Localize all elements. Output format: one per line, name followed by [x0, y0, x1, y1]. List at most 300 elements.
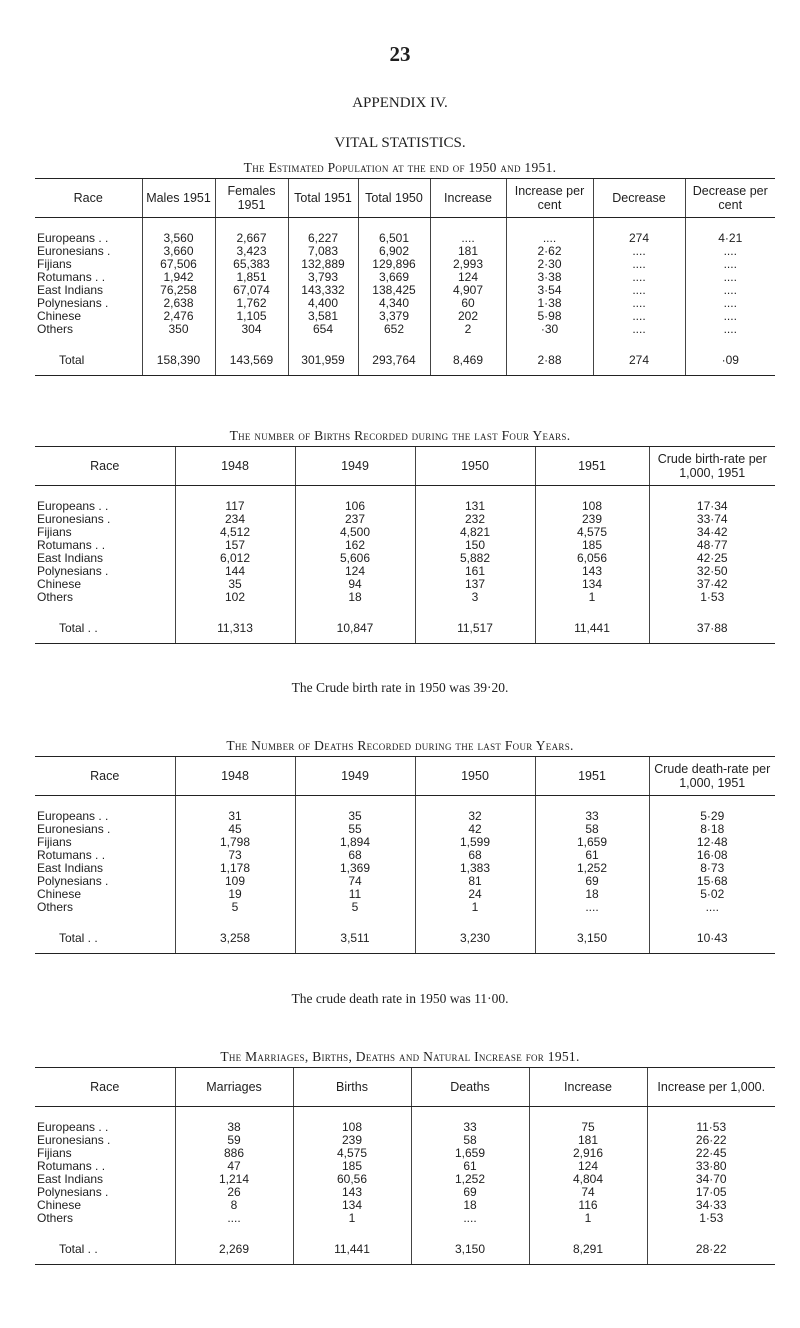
race-label: Polynesians . — [37, 564, 109, 578]
table-cell: 68 — [415, 849, 535, 862]
table-cell: 116 — [529, 1199, 647, 1212]
table-cell: 4,804 — [529, 1173, 647, 1186]
table-row — [35, 486, 775, 514]
table-row — [35, 1186, 775, 1199]
table-cell: 143 — [293, 1186, 411, 1199]
table-cell: 350 — [142, 323, 215, 342]
column-header: Increase per cent — [506, 179, 593, 218]
table-cell: 654 — [288, 323, 358, 342]
race-label: Chinese — [37, 887, 82, 901]
death-rate-note: The crude death rate in 1950 was 11·00. — [291, 991, 509, 1006]
table-cell: .... — [411, 1212, 529, 1231]
table-cell: 6,012 — [175, 552, 295, 565]
table-cell: 144 — [175, 565, 295, 578]
table-cell: 2,667 — [215, 218, 288, 246]
table-cell: 32·50 — [649, 565, 775, 578]
table-cell: .... — [593, 245, 685, 258]
table-cell: 132,889 — [288, 258, 358, 271]
race-label: East Indians — [37, 1172, 104, 1186]
column-header: 1950 — [415, 757, 535, 796]
table-cell: 34·33 — [647, 1199, 775, 1212]
table-cell: 886 — [175, 1147, 293, 1160]
table-cell: 34·42 — [649, 526, 775, 539]
table-cell: 74 — [295, 875, 415, 888]
table-cell: 11 — [295, 888, 415, 901]
table-cell: 1,894 — [295, 836, 415, 849]
table-cell: .... — [593, 258, 685, 271]
table-cell: 2,993 — [430, 258, 506, 271]
table-cell: 232 — [415, 513, 535, 526]
column-header: Decrease per cent — [685, 179, 775, 218]
table-cell: 33 — [411, 1107, 529, 1135]
column-header: Race — [35, 1068, 175, 1107]
table-cell: 42·25 — [649, 552, 775, 565]
table-cell: 3,379 — [358, 310, 430, 323]
table-cell: 15·68 — [649, 875, 775, 888]
table-cell: 1 — [529, 1212, 647, 1231]
table-cell: 1,383 — [415, 862, 535, 875]
total-cell: 2,269 — [175, 1231, 293, 1265]
table-cell: 18 — [535, 888, 649, 901]
table-cell: .... — [685, 310, 775, 323]
table-row — [35, 591, 775, 610]
race-label: East Indians — [37, 861, 104, 875]
table-cell: 8 — [175, 1199, 293, 1212]
table-cell: 18 — [295, 591, 415, 610]
table-row — [35, 218, 775, 246]
table-cell: .... — [593, 297, 685, 310]
births-table — [35, 446, 775, 644]
table-cell: 5·02 — [649, 888, 775, 901]
column-header: Total 1951 — [288, 179, 358, 218]
race-label: Chinese — [37, 1198, 82, 1212]
table-cell: 73 — [175, 849, 295, 862]
table-cell: 202 — [430, 310, 506, 323]
total-label: Total . . — [35, 610, 175, 644]
table-cell: .... — [685, 284, 775, 297]
table-cell: .... — [685, 271, 775, 284]
table-row — [35, 1173, 775, 1186]
table-cell: 1·53 — [647, 1212, 775, 1231]
table-row — [35, 310, 775, 323]
table-cell: .... — [506, 218, 593, 246]
total-cell: 158,390 — [142, 342, 215, 376]
table-cell: 69 — [535, 875, 649, 888]
table-row — [35, 526, 775, 539]
table-cell: 239 — [535, 513, 649, 526]
table-row — [35, 565, 775, 578]
table-cell: 3,793 — [288, 271, 358, 284]
natural-increase-table-title: The Marriages, Births, Deaths and Natural Increase for 1951. — [220, 1049, 580, 1064]
table-cell: 1,659 — [411, 1147, 529, 1160]
table-cell: 1,851 — [215, 271, 288, 284]
table-cell: 2,638 — [142, 297, 215, 310]
table-cell: 35 — [295, 796, 415, 824]
total-cell: 11,441 — [293, 1231, 411, 1265]
column-header: 1950 — [415, 447, 535, 486]
table-cell: 161 — [415, 565, 535, 578]
table-cell: 24 — [415, 888, 535, 901]
table-cell: 67,506 — [142, 258, 215, 271]
table-cell: 5,606 — [295, 552, 415, 565]
table-cell: 11·53 — [647, 1107, 775, 1135]
table-row — [35, 1160, 775, 1173]
total-cell: 274 — [593, 342, 685, 376]
total-cell: 293,764 — [358, 342, 430, 376]
total-cell: 3,258 — [175, 920, 295, 954]
total-label: Total . . — [35, 920, 175, 954]
table-cell: 16·08 — [649, 849, 775, 862]
table-cell: 3,669 — [358, 271, 430, 284]
table-cell: 4,907 — [430, 284, 506, 297]
table-cell: 108 — [293, 1107, 411, 1135]
total-cell: ·09 — [685, 342, 775, 376]
table-cell: 3,423 — [215, 245, 288, 258]
table-row — [35, 539, 775, 552]
race-label: Fijians — [37, 257, 72, 271]
table-row — [35, 875, 775, 888]
table-cell: 1,214 — [175, 1173, 293, 1186]
column-header: Increase — [529, 1068, 647, 1107]
table-cell: .... — [593, 323, 685, 342]
table-cell: 31 — [175, 796, 295, 824]
table-row — [35, 1199, 775, 1212]
table-cell: 3,660 — [142, 245, 215, 258]
table-row — [35, 836, 775, 849]
table-cell: 3,581 — [288, 310, 358, 323]
column-header: Crude death-rate per 1,000, 1951 — [649, 757, 775, 796]
table-row — [35, 888, 775, 901]
table-cell: 81 — [415, 875, 535, 888]
table-cell: 34·70 — [647, 1173, 775, 1186]
column-header: Total 1950 — [358, 179, 430, 218]
column-header: Marriages — [175, 1068, 293, 1107]
table-cell: 181 — [430, 245, 506, 258]
table-cell: 4,821 — [415, 526, 535, 539]
race-label: Europeans . . — [37, 1120, 109, 1134]
table-cell: 108 — [535, 486, 649, 514]
race-label: Rotumans . . — [37, 848, 106, 862]
total-row — [35, 342, 775, 376]
table-cell: 74 — [529, 1186, 647, 1199]
race-label: Chinese — [37, 309, 82, 323]
table-cell: 106 — [295, 486, 415, 514]
table-row — [35, 1107, 775, 1135]
table-row — [35, 578, 775, 591]
table-cell: 61 — [411, 1160, 529, 1173]
table-cell: 2·62 — [506, 245, 593, 258]
table-cell: 1,252 — [411, 1173, 529, 1186]
table-cell: .... — [685, 258, 775, 271]
table-cell: 4,400 — [288, 297, 358, 310]
table-cell: 162 — [295, 539, 415, 552]
table-cell: 5 — [295, 901, 415, 920]
table-cell: .... — [593, 310, 685, 323]
table-cell: 33·74 — [649, 513, 775, 526]
table-row — [35, 849, 775, 862]
table-cell: 1,942 — [142, 271, 215, 284]
births-table-title: The number of Births Recorded during the last Four Years. — [229, 428, 571, 443]
table-cell: 5·29 — [649, 796, 775, 824]
table-cell: .... — [535, 901, 649, 920]
race-label: Others — [37, 322, 74, 336]
table-cell: 1,659 — [535, 836, 649, 849]
total-cell: 143,569 — [215, 342, 288, 376]
table-cell: 19 — [175, 888, 295, 901]
race-label: East Indians — [37, 283, 104, 297]
total-cell: 28·22 — [647, 1231, 775, 1265]
table-cell: 157 — [175, 539, 295, 552]
total-cell: 11,313 — [175, 610, 295, 644]
table-cell: 65,383 — [215, 258, 288, 271]
race-label: Others — [37, 900, 74, 914]
table-cell: 1,105 — [215, 310, 288, 323]
table-cell: 8·73 — [649, 862, 775, 875]
column-header: Crude birth-rate per 1,000, 1951 — [649, 447, 775, 486]
total-cell: 10,847 — [295, 610, 415, 644]
birth-rate-note: The Crude birth rate in 1950 was 39·20. — [291, 680, 509, 695]
page-number: 23 — [389, 42, 411, 66]
table-cell: 7,083 — [288, 245, 358, 258]
table-cell: 1 — [293, 1212, 411, 1231]
total-cell: 11,441 — [535, 610, 649, 644]
table-cell: 2 — [430, 323, 506, 342]
race-label: East Indians — [37, 551, 104, 565]
total-cell: 37·88 — [649, 610, 775, 644]
appendix-title: APPENDIX IV. — [352, 95, 448, 111]
table-cell: 61 — [535, 849, 649, 862]
table-cell: 1·38 — [506, 297, 593, 310]
table-cell: 2,476 — [142, 310, 215, 323]
race-label: Rotumans . . — [37, 1159, 106, 1173]
table-row — [35, 901, 775, 920]
column-header: Births — [293, 1068, 411, 1107]
column-header: 1949 — [295, 757, 415, 796]
column-header: 1951 — [535, 757, 649, 796]
column-header: 1951 — [535, 447, 649, 486]
population-table-title: The Estimated Population at the end of 1950 and 1951. — [243, 160, 557, 175]
table-cell: 55 — [295, 823, 415, 836]
table-cell: 5 — [175, 901, 295, 920]
table-cell: 143,332 — [288, 284, 358, 297]
table-cell: .... — [685, 323, 775, 342]
table-cell: 1·53 — [649, 591, 775, 610]
table-cell: 134 — [293, 1199, 411, 1212]
table-cell: .... — [685, 245, 775, 258]
table-cell: 4,575 — [293, 1147, 411, 1160]
total-cell: 10·43 — [649, 920, 775, 954]
table-cell: 129,896 — [358, 258, 430, 271]
table-cell: 185 — [293, 1160, 411, 1173]
race-label: Euronesians . — [37, 1133, 111, 1147]
table-cell: 138,425 — [358, 284, 430, 297]
table-row — [35, 1147, 775, 1160]
table-cell: 76,258 — [142, 284, 215, 297]
deaths-table — [35, 756, 775, 954]
total-cell: 3,150 — [535, 920, 649, 954]
table-cell: 131 — [415, 486, 535, 514]
column-header: 1949 — [295, 447, 415, 486]
race-label: Europeans . . — [37, 231, 109, 245]
table-cell: 1,762 — [215, 297, 288, 310]
table-cell: 60 — [430, 297, 506, 310]
table-cell: 4,575 — [535, 526, 649, 539]
table-cell: 6,902 — [358, 245, 430, 258]
table-cell: 134 — [535, 578, 649, 591]
table-cell: 4,340 — [358, 297, 430, 310]
race-label: Rotumans . . — [37, 538, 106, 552]
table-cell: 150 — [415, 539, 535, 552]
table-cell: 4,512 — [175, 526, 295, 539]
document-heading: VITAL STATISTICS. — [334, 135, 466, 151]
table-cell: 5,882 — [415, 552, 535, 565]
total-cell: 3,150 — [411, 1231, 529, 1265]
table-cell: 3 — [415, 591, 535, 610]
race-label: Polynesians . — [37, 1185, 109, 1199]
race-label: Rotumans . . — [37, 270, 106, 284]
table-cell: 8·18 — [649, 823, 775, 836]
table-cell: 22·45 — [647, 1147, 775, 1160]
column-header: 1948 — [175, 447, 295, 486]
table-cell: 6,227 — [288, 218, 358, 246]
table-cell: 35 — [175, 578, 295, 591]
race-label: Polynesians . — [37, 874, 109, 888]
column-header: Females 1951 — [215, 179, 288, 218]
total-row — [35, 920, 775, 954]
deaths-table-title: The Number of Deaths Recorded during the last Four Years. — [226, 738, 574, 753]
table-cell: 143 — [535, 565, 649, 578]
table-cell: 102 — [175, 591, 295, 610]
total-label: Total — [35, 342, 142, 376]
race-label: Polynesians . — [37, 296, 109, 310]
table-row — [35, 513, 775, 526]
table-cell: 185 — [535, 539, 649, 552]
table-cell: 32 — [415, 796, 535, 824]
table-row — [35, 1212, 775, 1231]
table-cell: .... — [685, 297, 775, 310]
total-cell: 2·88 — [506, 342, 593, 376]
table-cell: 3,560 — [142, 218, 215, 246]
table-cell: 69 — [411, 1186, 529, 1199]
column-header: Increase — [430, 179, 506, 218]
column-header: Race — [35, 757, 175, 796]
table-cell: 33·80 — [647, 1160, 775, 1173]
table-cell: 239 — [293, 1134, 411, 1147]
table-cell: 1 — [415, 901, 535, 920]
table-cell: 26·22 — [647, 1134, 775, 1147]
table-cell: 94 — [295, 578, 415, 591]
total-cell: 8,291 — [529, 1231, 647, 1265]
table-cell: 12·48 — [649, 836, 775, 849]
table-cell: 75 — [529, 1107, 647, 1135]
table-cell: 124 — [295, 565, 415, 578]
table-cell: 17·34 — [649, 486, 775, 514]
table-cell: 67,074 — [215, 284, 288, 297]
table-row — [35, 796, 775, 824]
table-cell: 2·30 — [506, 258, 593, 271]
race-label: Others — [37, 590, 74, 604]
total-cell: 11,517 — [415, 610, 535, 644]
table-cell: 17·05 — [647, 1186, 775, 1199]
table-row — [35, 862, 775, 875]
table-cell: 26 — [175, 1186, 293, 1199]
total-cell: 3,230 — [415, 920, 535, 954]
natural-increase-table — [35, 1067, 775, 1265]
total-cell: 3,511 — [295, 920, 415, 954]
total-label: Total . . — [35, 1231, 175, 1265]
table-row — [35, 552, 775, 565]
table-cell: 37·42 — [649, 578, 775, 591]
table-cell: 1 — [535, 591, 649, 610]
table-cell: 124 — [430, 271, 506, 284]
table-cell: 45 — [175, 823, 295, 836]
table-cell: 5·98 — [506, 310, 593, 323]
table-cell: 48·77 — [649, 539, 775, 552]
race-label: Euronesians . — [37, 244, 111, 258]
table-row — [35, 823, 775, 836]
table-cell: 47 — [175, 1160, 293, 1173]
table-cell: 18 — [411, 1199, 529, 1212]
table-cell: 33 — [535, 796, 649, 824]
population-table — [35, 178, 775, 376]
race-label: Fijians — [37, 525, 72, 539]
table-cell: 2,916 — [529, 1147, 647, 1160]
race-label: Chinese — [37, 577, 82, 591]
table-cell: 60,56 — [293, 1173, 411, 1186]
table-cell: 117 — [175, 486, 295, 514]
table-cell: 4,500 — [295, 526, 415, 539]
table-row — [35, 323, 775, 342]
table-cell: .... — [593, 284, 685, 297]
table-cell: .... — [593, 271, 685, 284]
total-cell: 8,469 — [430, 342, 506, 376]
column-header: Increase per 1,000. — [647, 1068, 775, 1107]
table-cell: 6,501 — [358, 218, 430, 246]
table-cell: 1,252 — [535, 862, 649, 875]
race-label: Others — [37, 1211, 74, 1225]
table-cell: 274 — [593, 218, 685, 246]
table-cell: 237 — [295, 513, 415, 526]
table-cell: 234 — [175, 513, 295, 526]
race-label: Euronesians . — [37, 822, 111, 836]
race-label: Euronesians . — [37, 512, 111, 526]
column-header: Deaths — [411, 1068, 529, 1107]
table-cell: 304 — [215, 323, 288, 342]
table-cell: 181 — [529, 1134, 647, 1147]
race-label: Fijians — [37, 1146, 72, 1160]
table-cell: 1,798 — [175, 836, 295, 849]
column-header: 1948 — [175, 757, 295, 796]
column-header: Race — [35, 179, 142, 218]
table-cell: 59 — [175, 1134, 293, 1147]
table-row — [35, 1134, 775, 1147]
total-row — [35, 610, 775, 644]
total-cell: 301,959 — [288, 342, 358, 376]
race-label: Europeans . . — [37, 499, 109, 513]
column-header: Males 1951 — [142, 179, 215, 218]
table-cell: 109 — [175, 875, 295, 888]
race-label: Europeans . . — [37, 809, 109, 823]
table-cell: 3·38 — [506, 271, 593, 284]
table-cell: 6,056 — [535, 552, 649, 565]
table-cell: 68 — [295, 849, 415, 862]
column-header: Decrease — [593, 179, 685, 218]
table-cell: 38 — [175, 1107, 293, 1135]
table-cell: 58 — [411, 1134, 529, 1147]
table-cell: .... — [649, 901, 775, 920]
table-cell: 1,369 — [295, 862, 415, 875]
table-cell: 1,599 — [415, 836, 535, 849]
